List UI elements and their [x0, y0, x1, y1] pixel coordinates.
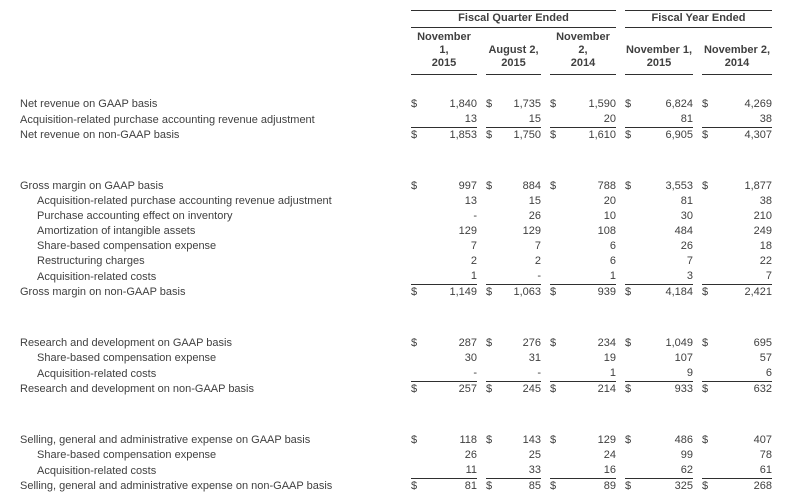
currency-symbol: $ — [702, 434, 709, 446]
value-cell — [411, 254, 477, 269]
cell-value: - — [537, 270, 541, 282]
cell-value: 2 — [534, 255, 541, 267]
currency-symbol: $ — [625, 434, 632, 446]
table-row — [20, 351, 784, 366]
value-cell — [625, 254, 693, 269]
value-cell — [702, 448, 772, 463]
cell-value: 81 — [680, 195, 693, 207]
value-cell — [550, 254, 616, 269]
currency-symbol: $ — [625, 180, 632, 192]
value-cell — [702, 97, 772, 112]
cell-value: 1 — [609, 270, 616, 282]
cell-value: 11 — [465, 464, 477, 476]
cell-value: 1,590 — [588, 98, 616, 110]
row-label: Purchase accounting effect on inventory — [37, 210, 233, 222]
value-cell — [550, 351, 616, 366]
table-row — [20, 179, 784, 194]
cell-value: 30 — [680, 210, 693, 222]
currency-symbol: $ — [625, 286, 632, 298]
cell-value: 1 — [470, 270, 477, 282]
table-row — [20, 128, 784, 143]
column-header-date: November 1, — [417, 31, 471, 56]
cell-value: 1 — [609, 367, 616, 379]
cell-value: 933 — [674, 383, 693, 395]
cell-value: 486 — [674, 434, 693, 446]
value-cell — [486, 97, 541, 112]
cell-value: 325 — [674, 480, 693, 492]
value-cell — [702, 209, 772, 224]
cell-value: 4,184 — [665, 286, 693, 298]
value-cell — [625, 382, 693, 397]
currency-symbol: $ — [486, 383, 493, 395]
cell-value: 6,905 — [665, 129, 693, 141]
cell-value: 107 — [674, 352, 693, 364]
value-cell — [486, 336, 541, 351]
currency-symbol: $ — [550, 180, 557, 192]
currency-symbol: $ — [411, 337, 418, 349]
cell-value: 22 — [759, 255, 772, 267]
value-cell — [411, 209, 477, 224]
value-cell — [486, 448, 541, 463]
currency-symbol: $ — [625, 480, 632, 492]
cell-value: 85 — [528, 480, 541, 492]
cell-value: 57 — [759, 352, 772, 364]
row-label: Acquisition-related purchase accounting revenue adjustment — [20, 114, 315, 126]
cell-value: 1,750 — [513, 129, 541, 141]
value-cell — [411, 224, 477, 239]
cell-value: 81 — [464, 480, 477, 492]
cell-value: 997 — [458, 180, 477, 192]
value-cell — [625, 97, 693, 112]
cell-value: 1,853 — [449, 129, 477, 141]
currency-symbol: $ — [486, 434, 493, 446]
row-label: Share-based compensation expense — [37, 449, 217, 461]
cell-value: 15 — [528, 113, 541, 125]
cell-value: 234 — [597, 337, 616, 349]
currency-symbol: $ — [702, 98, 709, 110]
row-label: Acquisition-related purchase accounting revenue adjustment — [37, 195, 332, 207]
value-cell — [702, 285, 772, 300]
cell-value: 6 — [609, 240, 616, 252]
value-cell — [550, 285, 616, 300]
value-cell — [550, 479, 616, 494]
column-header-year: 2015 — [431, 57, 457, 69]
value-cell — [486, 179, 541, 194]
cell-value: 3 — [686, 270, 693, 282]
row-label: Share-based compensation expense — [37, 352, 217, 364]
cell-value: 61 — [759, 464, 772, 476]
column-header-year: 2015 — [501, 57, 526, 69]
value-cell — [625, 128, 693, 143]
table-row — [20, 112, 784, 128]
cell-value: 118 — [459, 434, 477, 446]
row-label: Share-based compensation expense — [37, 240, 217, 252]
value-cell — [411, 194, 477, 209]
currency-symbol: $ — [486, 129, 493, 141]
cell-value: - — [473, 367, 477, 379]
value-cell — [411, 366, 477, 382]
value-cell — [702, 254, 772, 269]
cell-value: 38 — [759, 113, 772, 125]
value-cell — [625, 433, 693, 448]
cell-value: 2 — [470, 255, 477, 267]
section-research-and-development — [20, 336, 784, 397]
value-cell — [702, 269, 772, 285]
value-cell — [625, 224, 693, 239]
row-label: Gross margin on GAAP basis — [20, 180, 164, 192]
table-row — [20, 239, 784, 254]
value-cell — [550, 336, 616, 351]
column-header-q-aug2-2015 — [486, 41, 541, 75]
value-cell — [550, 179, 616, 194]
cell-value: 33 — [528, 464, 541, 476]
value-cell — [550, 269, 616, 285]
value-cell — [486, 239, 541, 254]
value-cell — [550, 366, 616, 382]
cell-value: 99 — [680, 449, 693, 461]
value-cell — [550, 128, 616, 143]
cell-value: 695 — [753, 337, 772, 349]
value-cell — [702, 336, 772, 351]
cell-value: 245 — [522, 383, 541, 395]
column-group-fiscal-year: Fiscal Year Ended — [625, 10, 772, 28]
table-header — [20, 10, 784, 75]
value-cell — [411, 479, 477, 494]
column-header-date: November 2, — [703, 44, 771, 56]
value-cell — [625, 179, 693, 194]
value-cell — [550, 194, 616, 209]
currency-symbol: $ — [625, 383, 632, 395]
cell-value: 1,840 — [449, 98, 477, 110]
value-cell — [411, 463, 477, 479]
cell-value: 78 — [759, 449, 772, 461]
cell-value: 25 — [528, 449, 541, 461]
currency-symbol: $ — [550, 98, 557, 110]
value-cell — [486, 269, 541, 285]
column-header-q-nov2-2014 — [550, 28, 616, 75]
table-row — [20, 479, 784, 494]
currency-symbol: $ — [550, 480, 557, 492]
cell-value: 129 — [522, 225, 541, 237]
currency-symbol: $ — [550, 286, 557, 298]
value-cell — [486, 224, 541, 239]
cell-value: 249 — [753, 225, 772, 237]
cell-value: - — [537, 367, 541, 379]
value-cell — [625, 448, 693, 463]
cell-value: 7 — [470, 240, 477, 252]
table-row — [20, 254, 784, 269]
cell-value: 257 — [458, 383, 477, 395]
cell-value: 20 — [603, 113, 616, 125]
currency-symbol: $ — [486, 98, 493, 110]
value-cell — [486, 433, 541, 448]
table-body — [20, 97, 784, 494]
cell-value: 20 — [603, 195, 616, 207]
row-label: Research and development on GAAP basis — [20, 337, 232, 349]
row-label: Acquisition-related costs — [37, 465, 157, 477]
cell-value: 7 — [765, 270, 772, 282]
row-label: Amortization of intangible assets — [37, 225, 196, 237]
cell-value: 1,610 — [588, 129, 616, 141]
value-cell — [625, 336, 693, 351]
value-cell — [625, 209, 693, 224]
cell-value: 81 — [680, 113, 693, 125]
cell-value: 24 — [603, 449, 616, 461]
table-row — [20, 433, 784, 448]
value-cell — [486, 366, 541, 382]
column-header-year: 2015 — [646, 57, 672, 69]
column-header-fy-nov1-2015 — [625, 41, 693, 75]
value-cell — [411, 128, 477, 143]
cell-value: 13 — [464, 195, 477, 207]
column-header-year: 2014 — [724, 57, 750, 69]
cell-value: 10 — [603, 210, 616, 222]
cell-value: 788 — [597, 180, 616, 192]
value-cell — [550, 239, 616, 254]
value-cell — [411, 239, 477, 254]
cell-value: 6 — [765, 367, 772, 379]
currency-symbol: $ — [702, 180, 709, 192]
currency-symbol: $ — [486, 180, 493, 192]
cell-value: 214 — [597, 383, 616, 395]
table-row — [20, 194, 784, 209]
cell-value: 13 — [464, 113, 477, 125]
value-cell — [486, 254, 541, 269]
cell-value: 6 — [609, 255, 616, 267]
currency-symbol: $ — [702, 337, 709, 349]
currency-symbol: $ — [486, 480, 493, 492]
value-cell — [486, 194, 541, 209]
row-label: Acquisition-related costs — [37, 368, 157, 380]
column-header-fy-nov2-2014 — [702, 41, 772, 75]
value-cell — [550, 448, 616, 463]
value-cell — [625, 194, 693, 209]
column-header-date: November 1, — [625, 44, 693, 56]
value-cell — [411, 179, 477, 194]
value-cell — [411, 433, 477, 448]
value-cell — [486, 209, 541, 224]
value-cell — [702, 128, 772, 143]
value-cell — [702, 351, 772, 366]
cell-value: 268 — [753, 480, 772, 492]
value-cell — [625, 479, 693, 494]
cell-value: 129 — [597, 434, 616, 446]
section-selling-general-administrative — [20, 433, 784, 494]
currency-symbol: $ — [625, 98, 632, 110]
value-cell — [702, 382, 772, 397]
currency-symbol: $ — [702, 480, 709, 492]
column-header-q-nov1-2015 — [411, 28, 477, 75]
value-cell — [486, 463, 541, 479]
value-cell — [550, 463, 616, 479]
row-label: Selling, general and administrative expense on non-GAAP basis — [20, 480, 333, 492]
currency-symbol: $ — [486, 286, 493, 298]
currency-symbol: $ — [550, 129, 557, 141]
currency-symbol: $ — [702, 383, 709, 395]
cell-value: 30 — [464, 352, 477, 364]
value-cell — [625, 351, 693, 366]
value-cell — [702, 366, 772, 382]
cell-value: 7 — [686, 255, 693, 267]
cell-value: 26 — [528, 210, 541, 222]
value-cell — [411, 382, 477, 397]
cell-value: 210 — [753, 210, 772, 222]
table-row — [20, 336, 784, 351]
value-cell — [550, 209, 616, 224]
cell-value: 31 — [528, 352, 541, 364]
value-cell — [550, 112, 616, 128]
value-cell — [625, 285, 693, 300]
currency-symbol: $ — [411, 129, 418, 141]
cell-value: 15 — [528, 195, 541, 207]
value-cell — [486, 285, 541, 300]
cell-value: 9 — [686, 367, 693, 379]
value-cell — [411, 336, 477, 351]
value-cell — [411, 285, 477, 300]
value-cell — [702, 239, 772, 254]
table-row — [20, 366, 784, 382]
cell-value: 16 — [603, 464, 616, 476]
cell-value: 4,269 — [744, 98, 772, 110]
cell-value: 1,149 — [449, 286, 477, 298]
column-header-year: 2014 — [570, 57, 596, 69]
cell-value: 2,421 — [744, 286, 772, 298]
cell-value: 89 — [603, 480, 616, 492]
currency-symbol: $ — [702, 129, 709, 141]
value-cell — [625, 269, 693, 285]
column-header-date: August 2, — [488, 44, 539, 56]
value-cell — [702, 112, 772, 128]
cell-value: 19 — [603, 352, 616, 364]
value-cell — [702, 224, 772, 239]
cell-value: 287 — [458, 337, 477, 349]
cell-value: 7 — [534, 240, 541, 252]
value-cell — [411, 448, 477, 463]
currency-symbol: $ — [550, 337, 557, 349]
row-label: Research and development on non-GAAP basis — [20, 383, 254, 395]
value-cell — [411, 97, 477, 112]
value-cell — [625, 366, 693, 382]
cell-value: 1,877 — [744, 180, 772, 192]
cell-value: 26 — [680, 240, 693, 252]
row-label: Acquisition-related costs — [37, 271, 157, 283]
cell-value: 3,553 — [665, 180, 693, 192]
cell-value: 143 — [522, 434, 541, 446]
value-cell — [550, 224, 616, 239]
currency-symbol: $ — [411, 180, 418, 192]
cell-value: 484 — [674, 225, 693, 237]
table-row — [20, 382, 784, 397]
value-cell — [702, 433, 772, 448]
currency-symbol: $ — [550, 434, 557, 446]
currency-symbol: $ — [625, 337, 632, 349]
value-cell — [486, 128, 541, 143]
table-row — [20, 97, 784, 112]
cell-value: 276 — [522, 337, 541, 349]
currency-symbol: $ — [411, 286, 418, 298]
value-cell — [486, 112, 541, 128]
column-group-fiscal-quarter: Fiscal Quarter Ended — [411, 10, 616, 28]
value-cell — [702, 194, 772, 209]
table-row — [20, 448, 784, 463]
value-cell — [486, 382, 541, 397]
value-cell — [550, 382, 616, 397]
value-cell — [486, 479, 541, 494]
value-cell — [702, 179, 772, 194]
cell-value: 62 — [680, 464, 693, 476]
cell-value: 1,735 — [513, 98, 541, 110]
table-row — [20, 285, 784, 300]
value-cell — [411, 351, 477, 366]
currency-symbol: $ — [625, 129, 632, 141]
currency-symbol: $ — [550, 383, 557, 395]
cell-value: 1,063 — [513, 286, 541, 298]
value-cell — [550, 97, 616, 112]
section-net-revenue — [20, 97, 784, 143]
currency-symbol: $ — [411, 480, 418, 492]
cell-value: 1,049 — [665, 337, 693, 349]
cell-value: - — [473, 210, 477, 222]
table-row — [20, 269, 784, 285]
cell-value: 108 — [597, 225, 616, 237]
currency-symbol: $ — [411, 98, 418, 110]
row-label: Net revenue on non-GAAP basis — [20, 129, 180, 141]
row-label: Restructuring charges — [37, 255, 145, 267]
cell-value: 632 — [753, 383, 772, 395]
value-cell — [702, 463, 772, 479]
value-cell — [486, 351, 541, 366]
value-cell — [702, 479, 772, 494]
currency-symbol: $ — [411, 383, 418, 395]
value-cell — [411, 112, 477, 128]
table-row — [20, 463, 784, 479]
table-row — [20, 209, 784, 224]
value-cell — [625, 463, 693, 479]
currency-symbol: $ — [486, 337, 493, 349]
section-gross-margin — [20, 179, 784, 300]
cell-value: 6,824 — [665, 98, 693, 110]
cell-value: 38 — [759, 195, 772, 207]
value-cell — [550, 433, 616, 448]
currency-symbol: $ — [411, 434, 418, 446]
value-cell — [411, 269, 477, 285]
value-cell — [625, 239, 693, 254]
cell-value: 4,307 — [744, 129, 772, 141]
cell-value: 18 — [759, 240, 772, 252]
cell-value: 129 — [458, 225, 477, 237]
table-row — [20, 224, 784, 239]
value-cell — [625, 112, 693, 128]
cell-value: 407 — [753, 434, 772, 446]
row-label: Selling, general and administrative expense on GAAP basis — [20, 434, 311, 446]
column-header-date: November 2, — [556, 31, 610, 56]
row-label: Net revenue on GAAP basis — [20, 98, 158, 110]
cell-value: 939 — [597, 286, 616, 298]
cell-value: 26 — [464, 449, 477, 461]
cell-value: 884 — [522, 180, 541, 192]
row-label: Gross margin on non-GAAP basis — [20, 286, 186, 298]
currency-symbol: $ — [702, 286, 709, 298]
